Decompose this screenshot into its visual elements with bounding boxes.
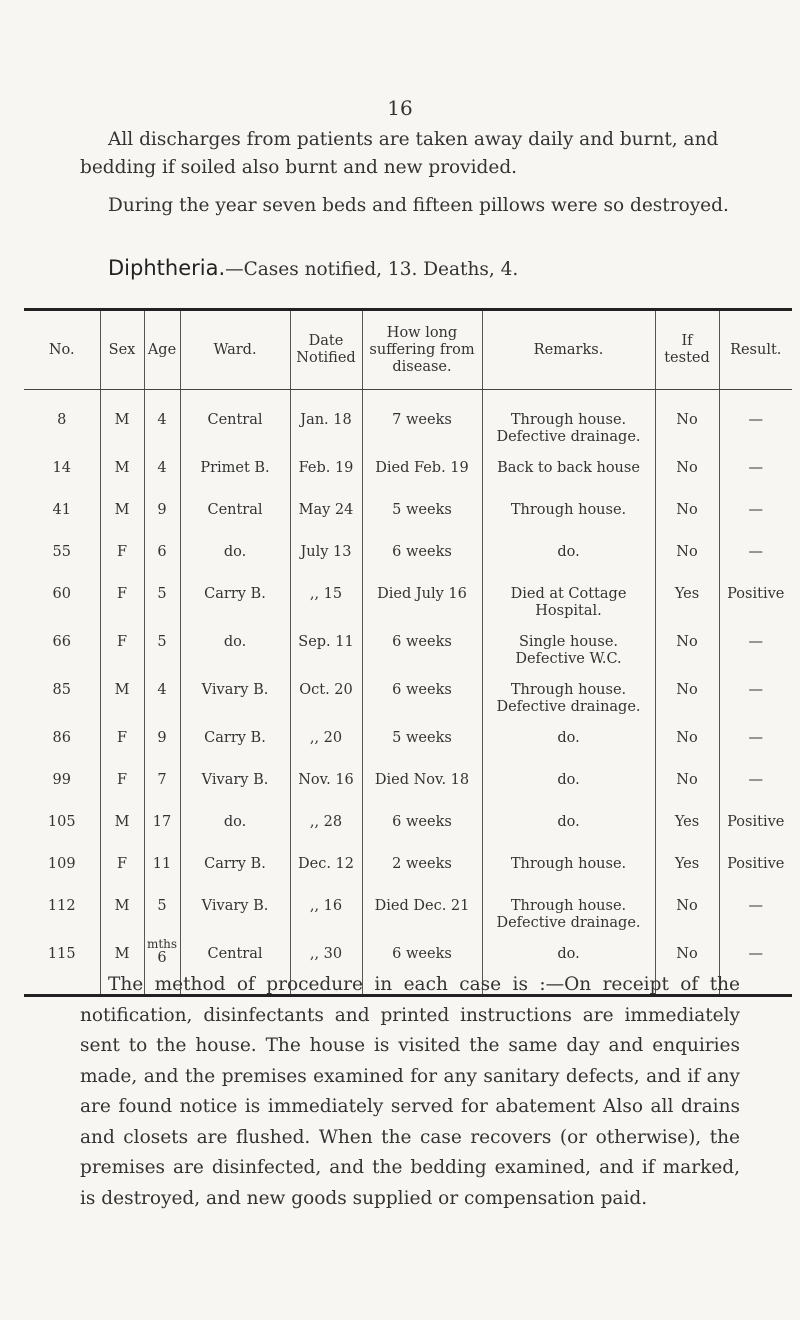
cell-sex [100,450,144,492]
cell-date-text: Dec. 12 [298,856,354,872]
cell-tested-text: No [676,772,698,788]
cell-age [144,624,180,672]
cell-ward-text: do. [223,634,247,650]
cell-date-text: ,, 28 [309,814,343,830]
cell-no-text: 55 [52,544,71,560]
cell-tested-text: No [676,634,698,650]
cell-no [24,624,100,672]
cell-result [719,624,792,672]
cell-sex-text: M [114,946,130,962]
cell-no-text: 115 [47,946,76,962]
cell-age [144,492,180,534]
cell-remarks-text: Through house. Defective drainage. [496,682,641,715]
cell-result [719,450,792,492]
cell-tested [655,672,719,720]
intro-paragraph-beds: During the year seven beds and fifteen pillows were so destroyed. [108,195,729,216]
cell-duration [362,762,482,804]
cell-duration-text: 2 weeks [392,856,452,872]
cell-remarks [482,576,655,624]
cell-remarks-text: Single house. Defective W.C. [515,634,622,667]
cell-result [719,492,792,534]
table-row [24,672,792,720]
cell-duration-text: Died Feb. 19 [375,460,469,476]
cell-date [290,804,362,846]
cell-age [144,762,180,804]
cell-date-text: ,, 16 [309,898,343,914]
cell-remarks-text: do. [557,814,580,830]
cell-no-text: 99 [52,772,71,788]
cell-ward [180,624,290,672]
cell-duration [362,534,482,576]
header-ward: Ward. [180,310,290,390]
cell-result [719,390,792,451]
cell-remarks [482,804,655,846]
cell-duration-text: Died July 16 [377,586,467,602]
cell-tested-text: No [676,946,698,962]
cell-date-text: Oct. 20 [299,682,353,698]
cell-remarks [482,492,655,534]
cell-result [719,888,792,936]
table-row [24,888,792,936]
cell-result-text: — [748,412,763,428]
cell-sex [100,534,144,576]
header-date-notified: Date Notified [290,310,362,390]
header-sex: Sex [100,310,144,390]
cell-sex-text: F [116,586,128,602]
cell-date [290,576,362,624]
procedure-paragraph: The method of procedure in each case is :—On receipt of the notification, disinfectants and printed instructions are immediately sent to the house. The house is visited the same day and enquiries made, and the premises examined for any sanitary defects, and if any are found notice is immediately served for abatement Also all drains and closets are flushed. When the case recovers (or otherwise), the premises are disinfected, and the bedding examined, and if marked, is destroyed, and new goods supplied or compensation paid. [80,974,740,1209]
cell-result-text: — [748,898,763,914]
cell-age [144,804,180,846]
cell-tested-text: No [676,460,698,476]
cell-duration-text: 7 weeks [392,412,452,428]
cell-duration [362,720,482,762]
cell-date-text: July 13 [300,544,352,560]
table-header-row [24,310,792,390]
cell-sex-text: F [116,634,128,650]
cell-sex [100,762,144,804]
cell-no [24,888,100,936]
cell-duration-text: 6 weeks [392,544,452,560]
cell-sex-text: M [114,460,130,476]
cell-result-text: — [748,730,763,746]
cell-remarks [482,720,655,762]
cell-sex [100,624,144,672]
cell-age [144,720,180,762]
cell-age [144,576,180,624]
table-row [24,762,792,804]
cell-duration [362,492,482,534]
cell-tested-text: Yes [674,814,700,830]
cell-ward-text: Carry B. [204,586,266,602]
cell-ward [180,576,290,624]
cell-duration [362,576,482,624]
cell-sex-text: F [116,544,128,560]
cell-no-text: 86 [52,730,71,746]
cell-no-text: 112 [47,898,76,914]
cell-age-text: 17 [152,814,172,830]
table-row [24,534,792,576]
cell-date [290,624,362,672]
cell-duration-text: 5 weeks [392,730,452,746]
cell-result [719,846,792,888]
cell-ward-text: Central [207,412,263,428]
cell-result [719,576,792,624]
cell-sex-text: M [114,412,130,428]
cell-ward-text: Vivary B. [201,682,269,698]
cell-result-text: Positive [727,586,785,602]
cell-result-text: — [748,544,763,560]
cell-duration [362,450,482,492]
cell-result [719,534,792,576]
cell-remarks [482,846,655,888]
table-row [24,624,792,672]
cell-sex [100,804,144,846]
cell-result-text: — [748,634,763,650]
cell-ward-text: do. [223,814,247,830]
table-row [24,450,792,492]
table-row [24,390,792,451]
cell-result-text: Positive [727,856,785,872]
cell-age-text: 9 [157,730,167,746]
cell-tested [655,888,719,936]
table-row [24,492,792,534]
cell-no-text: 14 [52,460,71,476]
cell-age-text: 5 [157,586,167,602]
table-row [24,846,792,888]
cell-no [24,534,100,576]
cell-sex-text: F [116,772,128,788]
cell-result [719,672,792,720]
cell-date-text: Feb. 19 [298,460,354,476]
cell-age-text: 5 [157,898,167,914]
cell-remarks [482,762,655,804]
cell-age-text: 6 [157,950,167,966]
cell-age-text: 4 [157,412,167,428]
cell-tested-text: No [676,682,698,698]
cell-sex-text: M [114,502,130,518]
cell-duration [362,624,482,672]
cell-age [144,888,180,936]
cell-tested-text: Yes [674,856,700,872]
cell-sex [100,888,144,936]
cell-ward-text: Carry B. [204,856,266,872]
cell-duration-text: 6 weeks [392,946,452,962]
cell-tested [655,720,719,762]
table-row [24,804,792,846]
cell-age [144,534,180,576]
cell-remarks [482,450,655,492]
cell-remarks [482,624,655,672]
cell-no [24,672,100,720]
cell-tested-text: No [676,544,698,560]
cell-duration [362,804,482,846]
header-no: No. [24,310,100,390]
cell-age [144,390,180,451]
cell-remarks-text: Through house. Defective drainage. [496,898,641,931]
cell-sex [100,720,144,762]
cell-age [144,450,180,492]
cell-duration-text: Died Nov. 18 [374,772,470,788]
cell-age-text: 11 [152,856,172,872]
cell-age-text: 5 [157,634,167,650]
cell-tested-text: No [676,412,698,428]
cell-no-text: 8 [57,412,67,428]
cell-duration-text: 6 weeks [392,634,452,650]
cell-date-text: ,, 30 [309,946,343,962]
header-duration: How long suffering from disease. [362,310,482,390]
cell-tested-text: No [676,898,698,914]
cell-remarks-text: do. [557,730,580,746]
cell-duration [362,888,482,936]
cell-date [290,534,362,576]
cell-duration-text: Died Dec. 21 [374,898,470,914]
header-remarks: Remarks. [482,310,655,390]
cell-result-text: — [748,946,763,962]
cell-age-text: 6 [157,544,167,560]
cell-tested [655,624,719,672]
age-unit: mths [146,937,178,951]
cell-ward-text: Primet B. [200,460,270,476]
cell-date [290,672,362,720]
cell-date-text: Nov. 16 [298,772,354,788]
cell-ward [180,450,290,492]
cell-date [290,492,362,534]
cell-sex-text: M [114,682,130,698]
cell-tested [655,390,719,451]
cell-result-text: — [748,460,763,476]
cell-ward [180,390,290,451]
cell-ward-text: Carry B. [204,730,266,746]
cell-ward-text: Vivary B. [201,772,269,788]
cell-no [24,762,100,804]
cell-duration-text: 6 weeks [392,682,452,698]
cell-remarks [482,672,655,720]
cell-ward [180,762,290,804]
header-if-tested: If tested [655,310,719,390]
cell-age-text: 7 [157,772,167,788]
cell-sex [100,390,144,451]
cell-remarks-text: do. [557,946,580,962]
cell-tested-text: Yes [674,586,700,602]
cell-no-text: 109 [47,856,76,872]
cell-sex-text: M [114,814,130,830]
cell-no-text: 85 [52,682,71,698]
cell-sex-text: M [114,898,130,914]
cell-tested [655,492,719,534]
cell-result-text: — [748,502,763,518]
cell-age [144,672,180,720]
cell-tested [655,804,719,846]
cell-remarks-text: do. [557,772,580,788]
section-heading [108,256,748,280]
cell-ward [180,804,290,846]
cell-remarks [482,534,655,576]
intro-paragraph-discharges: All discharges from patients are taken away daily and burnt, and bedding if soiled also burnt and new provided. [80,129,719,178]
cell-date-text: ,, 15 [309,586,343,602]
cell-duration-text: 6 weeks [392,814,452,830]
cell-date [290,720,362,762]
cell-no [24,804,100,846]
diphtheria-cases-table [24,308,792,997]
cell-sex [100,492,144,534]
cell-no [24,492,100,534]
cell-result [719,720,792,762]
cell-ward [180,534,290,576]
cell-remarks [482,888,655,936]
cell-tested-text: No [676,502,698,518]
cell-duration [362,672,482,720]
cell-result-text: — [748,682,763,698]
cell-ward-text: do. [223,544,247,560]
cell-result [719,762,792,804]
cell-age-text: 4 [157,682,167,698]
cell-tested-text: No [676,730,698,746]
cell-sex [100,576,144,624]
table-row [24,720,792,762]
cell-tested [655,576,719,624]
cell-result [719,804,792,846]
section-title: Diphtheria. [108,256,226,280]
cell-tested [655,534,719,576]
cell-ward-text: Central [207,502,263,518]
cell-remarks-text: Through house. [510,502,627,518]
cell-sex [100,846,144,888]
cell-duration-text: 5 weeks [392,502,452,518]
cell-remarks [482,390,655,451]
cell-ward-text: Vivary B. [201,898,269,914]
cell-sex-text: F [116,856,128,872]
cell-age-text: 9 [157,502,167,518]
cell-no-text: 66 [52,634,71,650]
cell-remarks-text: Died at Cottage Hospital. [510,586,627,619]
cell-date-text: ,, 20 [309,730,343,746]
cell-no [24,846,100,888]
cell-date-text: Jan. 18 [300,412,352,428]
cell-remarks-text: Through house. [510,856,627,872]
page-number: 16 [387,96,413,120]
cell-tested [655,450,719,492]
section-summary: —Cases notified, 13. Deaths, 4. [225,259,519,280]
cell-ward [180,672,290,720]
cell-age-text: 4 [157,460,167,476]
cell-tested [655,762,719,804]
cell-ward [180,846,290,888]
cell-date [290,888,362,936]
cell-remarks-text: Through house. Defective drainage. [496,412,641,445]
cell-age [144,846,180,888]
cell-date [290,450,362,492]
header-age: Age [144,310,180,390]
cell-sex [100,672,144,720]
cell-no-text: 41 [52,502,71,518]
cell-result-text: — [748,772,763,788]
cell-date [290,762,362,804]
cell-no-text: 105 [47,814,76,830]
cell-duration [362,390,482,451]
cell-ward [180,492,290,534]
cell-remarks-text: do. [557,544,580,560]
cell-result-text: Positive [727,814,785,830]
cell-date-text: May 24 [298,502,354,518]
cell-remarks-text: Back to back house [497,460,640,476]
cell-duration [362,846,482,888]
cell-no [24,576,100,624]
cell-no [24,390,100,451]
cell-tested [655,846,719,888]
cell-date-text: Sep. 11 [298,634,354,650]
cell-no [24,720,100,762]
cell-date [290,846,362,888]
cell-no-text: 60 [52,586,71,602]
cell-no [24,450,100,492]
table-row [24,576,792,624]
cell-date [290,390,362,451]
cell-ward-text: Central [207,946,263,962]
cell-sex-text: F [116,730,128,746]
cell-ward [180,720,290,762]
header-result: Result. [719,310,792,390]
cell-ward [180,888,290,936]
